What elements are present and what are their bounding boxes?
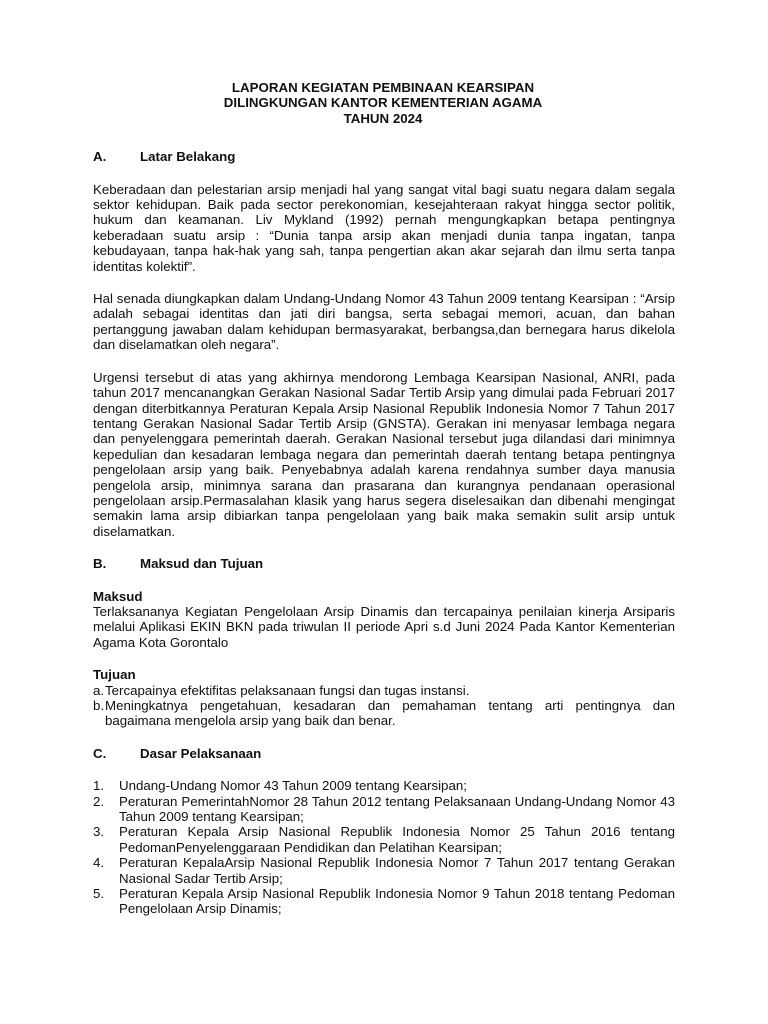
list-marker: 1.	[93, 778, 105, 794]
document-page	[93, 80, 675, 917]
list-item	[93, 698, 675, 729]
section-c-title: Dasar Pelaksanaan	[140, 745, 262, 761]
list-item-text: Meningkatnya pengetahuan, kesadaran dan pemahaman tentang arti pentingnya dan bagaimana mengelola arsip yang baik dan benar.	[105, 698, 675, 729]
section-a-number: A.	[93, 149, 107, 165]
section-b-title: Maksud dan Tujuan	[140, 556, 264, 572]
list-item-text: Tercapainya efektifitas pelaksanaan fungsi dan tugas instansi.	[105, 682, 470, 698]
tujuan-label: Tujuan	[93, 667, 136, 683]
list-item	[93, 824, 675, 855]
list-item-text: Peraturan Kepala Arsip Nasional Republik Indonesia Nomor 25 Tahun 2016 tentang PedomanPenyelenggaraan Pendidikan dan Pelatihan Kearsipan;	[119, 824, 675, 855]
section-a-paragraph-2: Hal senada diungkapkan dalam Undang-Undang Nomor 43 Tahun 2009 tentang Kearsipan : “Arsip adalah sebagai identitas dan jati diri bangsa, serta sebagai memori, acuan, dan bahan pertanggung jawaban dalam kehidupan bermasyarakat, berbangsa,dan bernegara harus dikelola dan diselamatkan oleh negara”.	[93, 291, 675, 353]
list-item	[93, 794, 675, 825]
list-item-text: Peraturan PemerintahNomor 28 Tahun 2012 tentang Pelaksanaan Undang-Undang Nomor 43 Tahun 2009 tentang Kearsipan;	[119, 793, 675, 825]
list-item	[93, 778, 675, 793]
maksud-text: Terlaksananya Kegiatan Pengelolaan Arsip Dinamis dan tercapainya penilaian kinerja Arsiparis melalui Aplikasi EKIN BKN pada triwulan II periode Apri s.d Juni 2024 Pada Kantor Kementerian Agama Kota Gorontalo	[93, 603, 675, 650]
list-marker: b.	[93, 698, 105, 713]
section-a-heading	[93, 149, 675, 164]
list-item	[93, 855, 675, 886]
list-item-text: Undang-Undang Nomor 43 Tahun 2009 tentang Kearsipan;	[119, 778, 467, 794]
list-item-text: Peraturan KepalaArsip Nasional Republik Indonesia Nomor 7 Tahun 2017 tentang Gerakan Nasional Sadar Tertib Arsip;	[119, 855, 675, 886]
section-c-number: C.	[93, 745, 107, 761]
list-item-text: Peraturan Kepala Arsip Nasional Republik Indonesia Nomor 9 Tahun 2018 tentang Pedoman Pengelolaan Arsip Dinamis;	[119, 886, 675, 917]
title-line-3: TAHUN 2024	[343, 110, 423, 126]
section-a-title: Latar Belakang	[140, 149, 236, 165]
list-marker: 4.	[93, 855, 105, 871]
list-item	[93, 886, 675, 917]
list-marker: a.	[93, 682, 105, 698]
dasar-pelaksanaan-list	[93, 778, 675, 917]
title-line-2: DILINGKUNGAN KANTOR KEMENTERIAN AGAMA	[223, 95, 543, 111]
list-marker: 2.	[93, 793, 105, 809]
section-c-heading	[93, 746, 675, 761]
maksud-label: Maksud	[93, 588, 143, 604]
title-line-1: LAPORAN KEGIATAN PEMBINAAN KEARSIPAN	[231, 80, 535, 95]
section-a-paragraph-1: Keberadaan dan pelestarian arsip menjadi hal yang sangat vital bagi suatu negara dalam segala sektor kehidupan. Baik pada sector perekonomian, kesejahteraan rakyat hingga sector politik, hukum dan keamanan. Liv Mykland (1992) pernah mengungkapkan betapa pentingnya keberadaan suatu arsip : “Dunia tanpa arsip akan menjadi dunia tanpa ingatan, tanpa kebudayaan, tanpa hak-hak yang sah, tanpa pengertian akan akar sejarah dan ilmu serta tanpa identitas kolektif”.	[93, 181, 675, 274]
section-a-paragraph-3: Urgensi tersebut di atas yang akhirnya mendorong Lembaga Kearsipan Nasional, ANRI, pada tahun 2017 mencanangkan Gerakan Nasional Sadar Tertib Arsip yang dimulai pada Februari 2017 dengan diterbitkannya Peraturan Kepala Arsip Nasional Republik Indonesia Nomor 7 Tahun 2017 tentang Gerakan Nasional Sadar Tertib Arsip (GNSTA). Gerakan ini menyasar lembaga negara dan penyelenggara pemerintah daerah. Gerakan Nasional tersebut juga dilandasi dari minimnya kepedulian dan kesadaran lembaga negara dan pemerintah daerah tentang betapa pentingnya pengelolaan arsip yang baik. Penyebabnya adalah karena rendahnya sumber daya manusia pengelola arsip, minimnya sarana dan prasarana dan kurangnya pendanaan operasional pengelolaan arsip.Permasalahan klasik yang harus segera diselesaikan dan dibenahi mengingat semakin lama arsip dibiarkan tanpa pengelolaan yang baik maka semakin sulit arsip untuk diselamatkan.	[93, 369, 675, 539]
section-b-heading	[93, 556, 675, 571]
document-title	[91, 80, 675, 126]
list-item	[93, 683, 675, 698]
section-b-number: B.	[93, 556, 107, 572]
list-marker: 3.	[93, 824, 105, 840]
list-marker: 5.	[93, 886, 105, 902]
tujuan-list	[93, 683, 675, 729]
